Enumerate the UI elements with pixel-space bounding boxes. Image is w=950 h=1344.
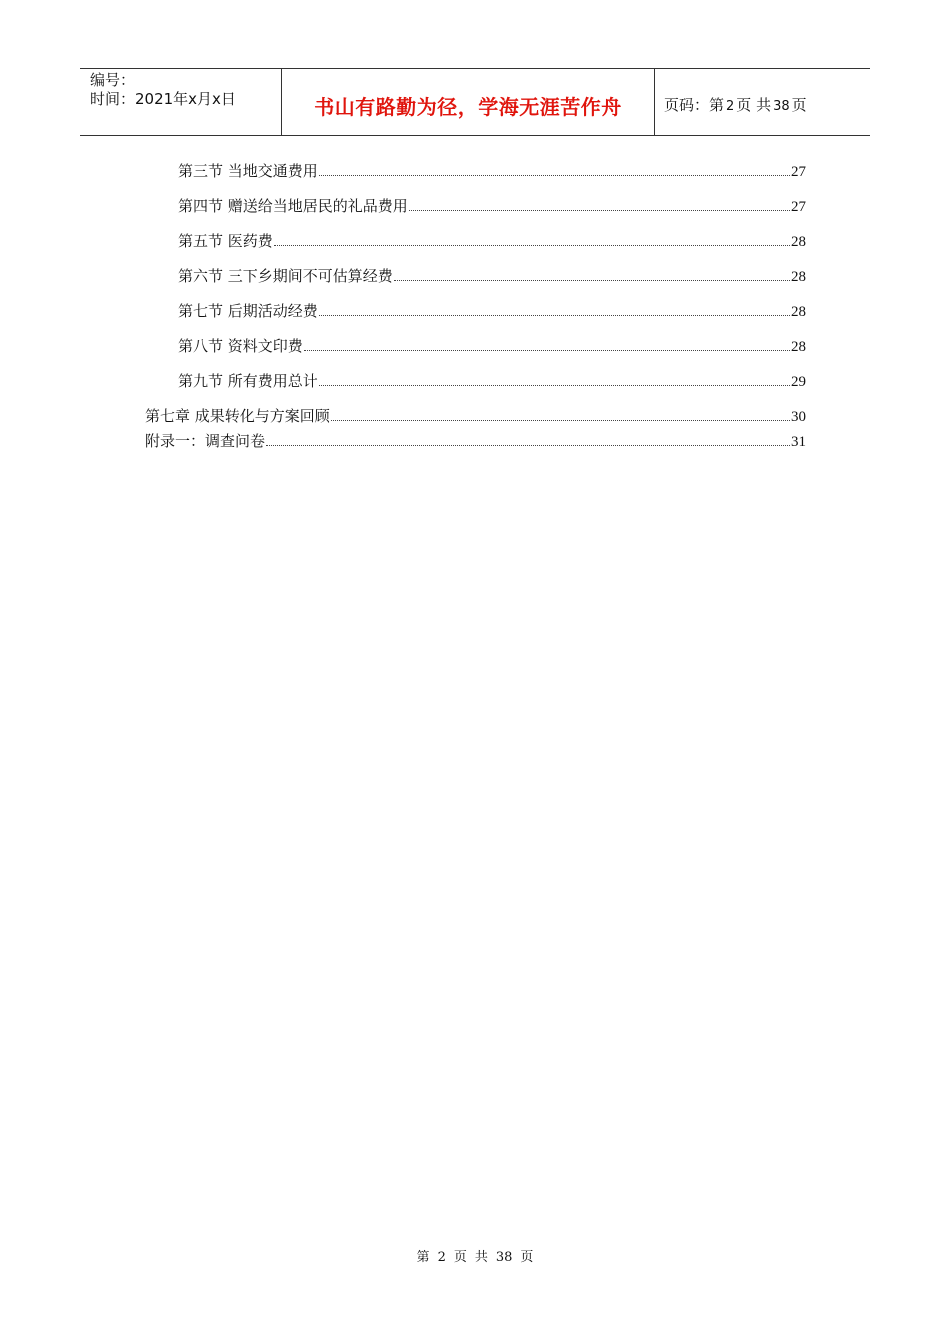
toc-leader-dots [331, 419, 790, 421]
toc-entry-page: 28 [791, 234, 806, 250]
toc-entry[interactable] [178, 196, 806, 216]
toc-entry-page: 28 [791, 339, 806, 355]
toc-leader-dots [266, 444, 790, 446]
page-prefix: 页码：第 [664, 96, 725, 114]
toc-entry-page: 28 [791, 304, 806, 320]
toc-entry[interactable] [145, 406, 806, 426]
toc-leader-dots [409, 209, 790, 211]
toc-entry-title: 第六节 三下乡期间不可估算经费 [178, 267, 393, 285]
time-label: 时间：2021年x月x日 [90, 90, 236, 108]
page-mid: 页 共 [736, 96, 772, 114]
footer-total-pages: 38 [495, 1250, 513, 1265]
toc-entry-title: 第七章 成果转化与方案回顾 [145, 407, 330, 425]
header-meta [90, 71, 236, 109]
toc-entry[interactable] [178, 336, 806, 356]
footer-mid1: 页 [453, 1250, 467, 1265]
header-motto: 书山有路勤为径，学海无涯苦作舟 [314, 95, 622, 119]
page-total: 38 [773, 99, 790, 114]
toc-entry[interactable] [178, 161, 806, 181]
header-divider [654, 69, 655, 135]
toc-leader-dots [304, 349, 790, 351]
toc-entry-page: 31 [791, 434, 806, 450]
toc-leader-dots [319, 174, 790, 176]
toc-entry-title: 第五节 医药费 [178, 232, 273, 250]
serial-label: 编号： [90, 71, 136, 89]
page-suffix: 页 [791, 96, 807, 114]
toc-entry-page: 28 [791, 269, 806, 285]
toc-entry-title: 附录一：调查问卷 [145, 432, 266, 450]
toc-leader-dots [319, 384, 790, 386]
footer-mid2: 共 [474, 1250, 488, 1265]
toc-entry-page: 29 [791, 374, 806, 390]
toc-entry-page: 30 [791, 409, 806, 425]
page-number: 2 [726, 99, 735, 114]
footer-prefix: 第 [416, 1250, 430, 1265]
toc-entry-title: 第三节 当地交通费用 [178, 162, 318, 180]
toc-leader-dots [274, 244, 790, 246]
footer-current-page: 2 [437, 1250, 446, 1265]
toc-entry-title: 第四节 赠送给当地居民的礼品费用 [178, 197, 408, 215]
toc-entry-page: 27 [791, 164, 806, 180]
toc-leader-dots [394, 279, 790, 281]
toc-entry[interactable] [178, 266, 806, 286]
footer-suffix: 页 [520, 1250, 534, 1265]
header-page-info [664, 94, 807, 115]
toc-leader-dots [319, 314, 790, 316]
toc-entry-page: 27 [791, 199, 806, 215]
toc-entry[interactable] [178, 301, 806, 321]
toc-entry[interactable] [178, 371, 806, 391]
page-header [80, 68, 870, 136]
toc-entry-title: 第八节 资料文印费 [178, 337, 303, 355]
toc-entry-title: 第七节 后期活动经费 [178, 302, 318, 320]
toc-entry-title: 第九节 所有费用总计 [178, 372, 318, 390]
toc-entry[interactable] [145, 431, 806, 451]
toc-entry[interactable] [178, 231, 806, 251]
page-footer [0, 1246, 950, 1265]
